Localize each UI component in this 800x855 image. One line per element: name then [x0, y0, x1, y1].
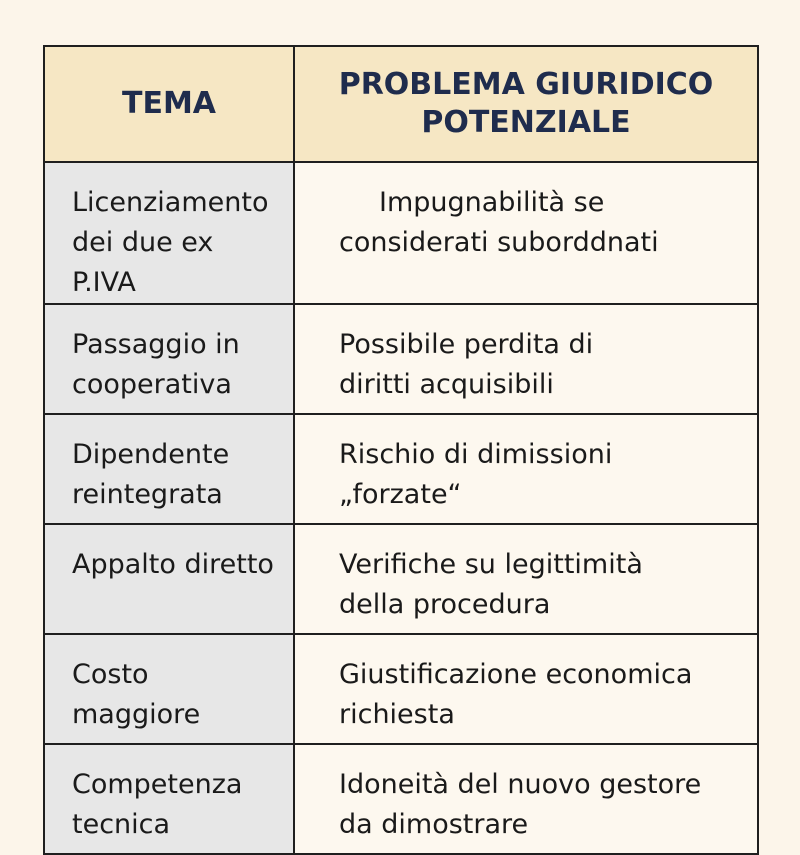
- cell-tema-line: cooperativa: [72, 369, 232, 400]
- table-row: [44, 304, 758, 414]
- header-row: [44, 46, 758, 162]
- cell-tema: [44, 744, 294, 854]
- cell-problema: [294, 414, 758, 524]
- cell-problema-line: Rischio di dimissioni: [339, 439, 613, 470]
- cell-problema-line: diritti acquisibili: [339, 369, 554, 400]
- cell-problema: [294, 744, 758, 854]
- header-problema-line1: PROBLEMA GIURIDICO: [338, 67, 714, 102]
- cell-problema-line: Giustificazione economica: [339, 659, 693, 690]
- cell-tema: [44, 414, 294, 524]
- cell-problema-line: richiesta: [339, 699, 455, 730]
- cell-tema-line: Dipendente: [72, 439, 230, 470]
- cell-problema: [294, 162, 758, 304]
- table-row: [44, 744, 758, 854]
- cell-tema: [44, 634, 294, 744]
- table-row: [44, 524, 758, 634]
- cell-problema-line: Idoneità del nuovo gestore: [339, 769, 702, 800]
- header-problema: [294, 46, 758, 162]
- cell-problema-line: da dimostrare: [339, 809, 529, 840]
- cell-tema-line: Competenza: [72, 769, 243, 800]
- table-row: [44, 414, 758, 524]
- cell-problema-line: Verifiche su legittimità: [339, 549, 643, 580]
- cell-tema: [44, 304, 294, 414]
- cell-problema-line: „forzate“: [339, 479, 462, 510]
- cell-tema-line: Costo maggiore: [72, 659, 201, 730]
- table-row: [44, 634, 758, 744]
- cell-problema: [294, 634, 758, 744]
- cell-tema: [44, 162, 294, 304]
- header-tema: [44, 46, 294, 162]
- cell-tema-line: dei due ex P.IVA: [72, 227, 214, 298]
- cell-tema-line: tecnica: [72, 809, 171, 840]
- cell-problema-line: Possibile perdita di: [339, 329, 594, 360]
- cell-problema: [294, 524, 758, 634]
- cell-problema: [294, 304, 758, 414]
- cell-tema-line: Passaggio in: [72, 329, 240, 360]
- cell-tema-line: reintegrata: [72, 479, 223, 510]
- cell-tema-line: Appalto diretto: [72, 549, 274, 580]
- cell-problema-line: considerati suborddnati: [339, 227, 659, 258]
- header-problema-line2: POTENZIALE: [421, 105, 631, 140]
- cell-problema-line: Impugnabilità se: [379, 187, 605, 218]
- legal-issues-table: [43, 45, 759, 855]
- cell-tema: [44, 524, 294, 634]
- header-tema-label: TEMA: [121, 86, 217, 121]
- table-row: [44, 162, 758, 304]
- cell-problema-line: della procedura: [339, 589, 551, 620]
- cell-tema-line: Licenziamento: [72, 187, 269, 218]
